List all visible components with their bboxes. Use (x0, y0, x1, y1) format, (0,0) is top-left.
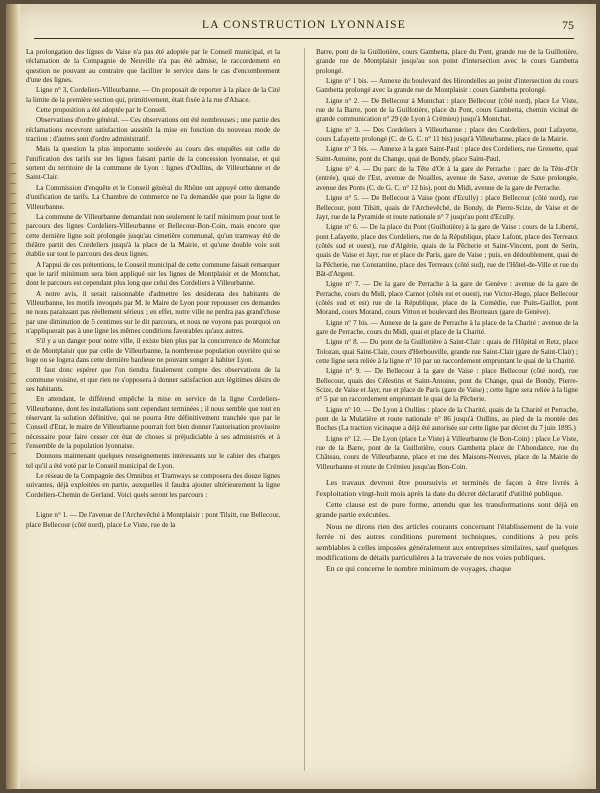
page-number: 75 (562, 18, 574, 32)
route-paragraph: Ligne n° 7. — De la gare de Perrache à la gare de Genève : avenue de la gare de Perrache, cours du Midi, place Carnot (côtés est et ouest), rue Victor-Hugo, place Bellecour (côtés sud et est) rue de la République, place de la Comédie, rue Puits-Gaillot, pont Morand, cours Morand, cours Vitton et boulevard des Brotteaux (gare de Genève). (316, 280, 578, 317)
paragraph: Ligne n° 3, Cordeliers-Villeurbanne. — On proposait de reporter à la place de la Cité la limite de la première section qui, primitivement, était fixée à la rue d'Alsace. (26, 86, 280, 104)
paragraph: Observations d'ordre général. — Ces observations ont été nombreuses ; une partie des réclamations recevront satisfaction aussitôt la mise en fonction du nouveau mode de traction : d'autres sont d'ordre administratif. (26, 116, 280, 144)
paragraph: Il faut donc espérer que l'on tiendra finalement compte des observations de la commune voisine, et que rien ne s'opposera à donner satisfaction aux légitimes désirs de ses habitants. (26, 366, 280, 394)
paragraph: Les travaux devront être poursuivis et terminés de façon à être livrés à l'exploitation vingt-huit mois après la date du décret déclaratif d'utilité publique. (316, 478, 578, 498)
route-paragraph: Ligne n° 1 bis. — Annexe du boulevard des Hirondelles au point d'intersection du cours Gambetta prolongé avec la grande rue de Montplaisir : cours Gambetta prolongé. (316, 77, 578, 95)
page-header (34, 16, 574, 36)
paragraph: A notre avis, il serait raisonnable d'admettre les desiderata des habitants de Villeurbanne, les motifs invoqués par M. le Maire de Lyon pour repousser ces demandes ne nous paraissant pas réellement sérieux ; en effet, notre ville ne perdra pas grand'chose par une diminution de 5 centimes sur le dit parcours, et nous ne voyons pas pourquoi on n'appliquerait pas à une ligne les mêmes conditions favorables qu'aux autres. (26, 289, 280, 335)
paragraph: S'il y a un danger pour notre ville, il existe bien plus par la concurrence de Montchat et de Montplaisir que par celle de Villeurbanne, la nombreuse population ouvrière qui se loge ou se logera dans cette dernière banlieue ne pouvant songer à habiter Lyon. (26, 337, 280, 364)
spacer (26, 501, 280, 511)
header-rule (34, 38, 574, 39)
left-column (26, 48, 280, 775)
route-paragraph: Ligne n° 2. — De Bellecour à Montchat : place Bellecour (côté nord), place Le Viste, rue de la Barre, pont de la Guillotière, place du Pont, cours Gambetta, chemin vicinal de grande communication n° 29 (de Lyon à Crémieu) jusqu'à Montchat. (316, 96, 578, 124)
paragraph: Cette proposition a été adoptée par le Conseil. (36, 106, 167, 115)
margin-marks (8, 154, 18, 754)
route-paragraph: Ligne n° 12. — De Lyon (place Le Viste) à Villeurbanne (le Bon-Coin) : place Le Viste, rue de la Barre, pont de la Guillotière, cours Gambetta place de l'Abondance, rue du Château, cours de Villeurbanne, place et rue des Maisons-Neuves, place de la Mairie de Villeurbanne et route de Crémieu jusqu'au Bon-Coin. (316, 434, 578, 471)
route-paragraph: Ligne n° 7 bis. — Annexe de la gare de Perrache à la place de la Charité : avenue de la gare de Perrache, cours du Midi, quai et place de la Charité. (316, 318, 578, 336)
route-paragraph: Barre, pont de la Guillotière, cours Gambetta, place du Pont, grande rue de la Guillotière, grande rue de Montplaisir jusqu'au son point d'intersection avec le cours Gambetta prolongé. (316, 48, 578, 75)
paragraph: Le réseau de la Compagnie des Omnibus et Tramways se composera des douze lignes suivantes, déjà exploitées en partie, auxquelles il faudra ajouter ultérieurement la ligne Cordeliers-Chemin de Gerland. Voici quels seront les parcours : (26, 472, 280, 499)
paragraph: A l'appui de ces prétentions, le Conseil municipal de cette commune faisait remarquer que le tarif minimum sera bien appliqué sur les lignes de Montplaisir et de Montchat, dont le parcours est cependant plus long que celui des Cordeliers à Villeurbanne. (26, 260, 280, 288)
route-paragraph: Ligne n° 3. — Des Cordeliers à Villeurbanne : place des Cordeliers, pont Lafayette, cours Lafayette prolongé (C. de G. C. n° 11 bis) jusqu'à Villeurbanne, place de la Mairie. (316, 125, 578, 144)
route-paragraph: Ligne n° 10. — De Lyon à Oullins : place de la Charité, quais de la Charité et Perrache, pont de la Mulatière et route nationale n° 86 jusqu'à Oullins, au pied de la montée des Roches (La traction vicinaque a déjà été autorisée sur cette ligne par décret du 7 juin 1895.) (316, 405, 578, 433)
route-paragraph: Ligne n° 4. — Du parc de la Tête d'Or à la gare de Perrache : parc de la Tête-d'Or (entrée), quai de l'Est, avenue de Noailles, avenue de Saxe, avenue de Saxe prolongée, avenue des Ponts (C. de G. C. n° 12 bis), pont du Midi, avenue de la gare de Perrache. (316, 165, 578, 192)
route-paragraph: Ligne n° 8. — Du pont de la Guillotière à Saint-Clair : quais de l'Hôpital et Retz, place Tolozan, quai Saint-Clair, cours d'Herbouville, grande rue Saint-Clair (gare de Saint-Clair) ; cette ligne sera reliée à la ligne n° 10 par un raccordement empruntant le quai de la Charité. (316, 338, 578, 365)
route-paragraph: Ligne n° 9. — De Bellecour à la gare de Vaise : place Bellecour (côté nord), rue Bellecour, quais des Célestins et Saint-Antoine, pont du Change, quai de Bondy, Pierre-Scize, de Vaise et Jayr, rue et place de Paris (gare de Vaise) ; cette ligne sera reliée à la ligne n° 5 par un raccordement empruntant le quai de la Pêcherie. (316, 367, 578, 404)
right-column (316, 48, 578, 775)
route-paragraph: Ligne n° 6. — De la place du Pont (Guillotière) à la gare de Vaise : cours de la Liberté, pont Lafayette, place des Cordeliers, rue de la République, place Lafont, place des Terreaux (côtés sud et ouest), rue d'Algérie, quais de la Pêcherie et Saint-Vincent, pont de Serin, quais de Vaise et Jayr, rue et place de Paris, gare de Vaise ; puis, en dédoublement, quai de la Pêcherie, rue Constantine, place des Terreaux (côté sud), rue de l'Hôtel-de-Ville et rue du Bât-d'Argent. (316, 223, 578, 278)
paragraph: Donnons maintenant quelques renseignements intéressants sur le cahier des charges tel qu'il a été voté par le Conseil municipal de Lyon. (26, 452, 280, 470)
route-paragraph: Ligne n° 5. — De Bellecour à Vaise (pont d'Ecully) : place Bellecour (côté nord), rue Bellecour, pont Tilsitt, quais de l'Archevêché, de Bondy, de Pierre-Scize, de Vaise et de Jayr, rue de la Pyramide et route nationale n° 7 jusqu'au pont d'Ecully. (316, 194, 578, 221)
paragraph: En attendant, le différend empêche la mise en service de la ligne Cordeliers-Villeurbanne, dont les installations sont cependant terminées ; il nous semble que tout en réservant la solution définitive, qui ne pourra être définitivement tranchée que par le Conseil d'Etat, le maire de Villeurbanne pourrait fort bien donner l'autorisation provisoire nécessaire pour faire cesser cet état de choses si préjudiciable à ses administrés et à l'ensemble de la population lyonnaise. (26, 395, 280, 451)
paragraph: Cette clause est de pure forme, attendu que les transformations sont déjà en grande partie exécutées. (316, 499, 578, 520)
paragraph: Ligne n° 1. — De l'avenue de l'Archevêché à Montplaisir : pont Tilsitt, rue Bellecour, place Bellecour (côté nord), place Le Viste, rue de la (26, 511, 280, 529)
paragraph: La prolongation des lignes de Vaise n'a pas été adoptée par le Conseil municipal, et la réclamation de la Compagnie de Neuville n'a pas été admise, le raccordement en question ne pouvant au contraire que faciliter le service dans le cas d'encombrement d'une des lignes. (26, 48, 280, 85)
paragraph: La Commission d'enquête et le Conseil général du Rhône ont appuyé cette demande d'unification de tarifs. La Chambre de commerce ne l'a demandée que pour la ligne de Villeurbanne. (26, 183, 280, 211)
column-divider (304, 48, 305, 771)
route-paragraph: Ligne n° 3 bis. — Annexe à la gare Saint-Paul : place des Cordeliers, rue Grenette, quai Saint-Antoine, pont du Change, quai de Bondy, place Saint-Paul. (316, 145, 578, 163)
journal-title: LA CONSTRUCTION LYONNAISE (202, 19, 406, 31)
newspaper-page (6, 4, 596, 789)
paragraph: Mais la question la plus importante soulevée au cours des enquêtes est celle de l'unification des tarifs sur les lignes faisant partie de la concession lyonnaise, et qui sortent du territoire de la commune de Lyon : lignes d'Oullins, de Villeurbanne et de Saint-Clair. (26, 145, 280, 182)
paragraph: En ce qui concerne le nombre minimum de voyages, chaque (326, 564, 512, 574)
paragraph: Nous ne dirons rien des articles courants concernant l'établissement de la voie ferrée ni des autres conditions purement techniques, conditions à peu près semblables à celles imposées généralement aux entreprises similaires, sauf quelques modifications de détails particulières à la traversée de nos voies publiques. (316, 521, 578, 562)
paragraph: La commune de Villeurbanne demandait non seulement le tarif minimum pour tout le parcours des lignes Cordeliers-Villeurbanne et Bellecour-Bon-Coin, mais encore que cette dernière ligne soit prolongée jusqu'au cimetière communal, qu'un tramway été de théâtre partit des Cordeliers jusqu'à la place de la Mairie, et qu'une double voie soit établie sur tout le parcours des deux lignes. (26, 212, 280, 259)
